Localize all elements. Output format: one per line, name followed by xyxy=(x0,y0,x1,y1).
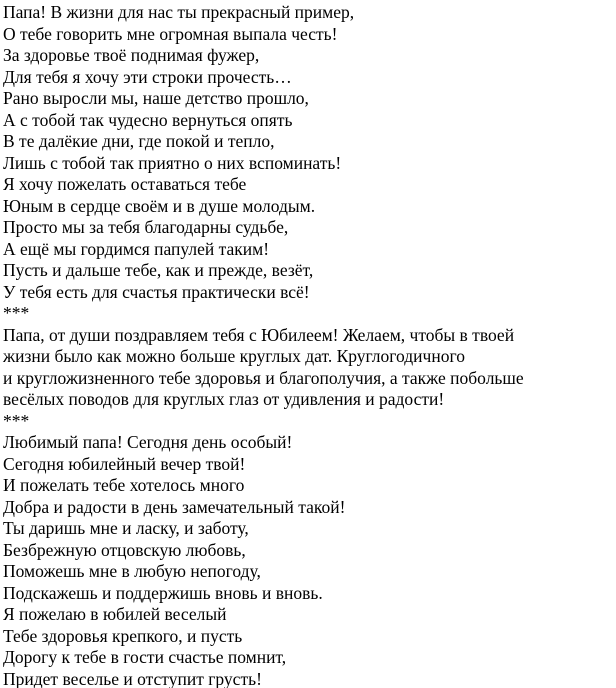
text-line: Дорогу к тебе в гости счастье помнит, xyxy=(3,647,287,667)
text-line: Любимый папа! Сегодня день особый! xyxy=(3,432,293,452)
text-line: За здоровье твоё поднимая фужер, xyxy=(3,45,260,65)
text-line: Я хочу пожелать оставаться тебе xyxy=(3,174,247,194)
text-line: Добра и радости в день замечательный такой! xyxy=(3,496,346,517)
text-line: А ещё мы гордимся папулей таким! xyxy=(3,238,270,259)
text-line: В те далёкие дни, где покой и тепло, xyxy=(3,131,275,151)
text-line: Пусть и дальше тебе, как и прежде, везёт, xyxy=(3,260,314,280)
text-line: О тебе говорить мне огромная выпала честь! xyxy=(3,23,338,44)
text-line: Я пожелаю в юбилей веселый xyxy=(3,604,227,624)
text-line: Рано выросли мы, наше детство прошло, xyxy=(3,88,309,108)
section-separator: *** xyxy=(3,410,30,431)
text-line: Поможешь мне в любую непогоду, xyxy=(3,561,261,581)
text-line: и кругложизненного тебе здоровья и благополучия, а также побольше xyxy=(3,367,524,388)
text-line: А с тобой так чудесно вернуться опять xyxy=(3,109,293,130)
text-line: И пожелать тебе хотелось много xyxy=(3,475,245,495)
text-line: Придет веселье и отступит грусть! xyxy=(3,668,262,688)
text-line: Юным в сердце своём и в душе молодым. xyxy=(3,195,316,216)
text-line: Просто мы за тебя благодарны судьбе, xyxy=(3,217,289,237)
text-line: Папа! В жизни для нас ты прекрасный пример, xyxy=(3,2,355,22)
text-line: Лишь с тобой так приятно о них вспоминать! xyxy=(3,152,342,173)
text-line: Безбрежную отцовскую любовь, xyxy=(3,539,246,560)
text-line: Ты даришь мне и ласку, и заботу, xyxy=(3,518,249,538)
text-line: Подскажешь и поддержишь вновь и вновь. xyxy=(3,582,323,603)
text-line: Для тебя я хочу эти строки прочесть… xyxy=(3,66,292,87)
section-separator: *** xyxy=(3,303,30,323)
text-line: весёлых поводов для круглых глаз от удивления и радости! xyxy=(3,389,445,409)
text-line: жизни было как можно больше круглых дат. Круглогодичного xyxy=(3,346,465,366)
text-line: Сегодня юбилейный вечер твой! xyxy=(3,453,246,474)
text-line: У тебя есть для счастья практически всё! xyxy=(3,281,310,302)
text-line: Папа, от души поздравляем тебя с Юбилеем! Желаем, чтобы в твоей xyxy=(3,324,515,345)
text-line: Тебе здоровья крепкого, и пусть xyxy=(3,625,243,646)
